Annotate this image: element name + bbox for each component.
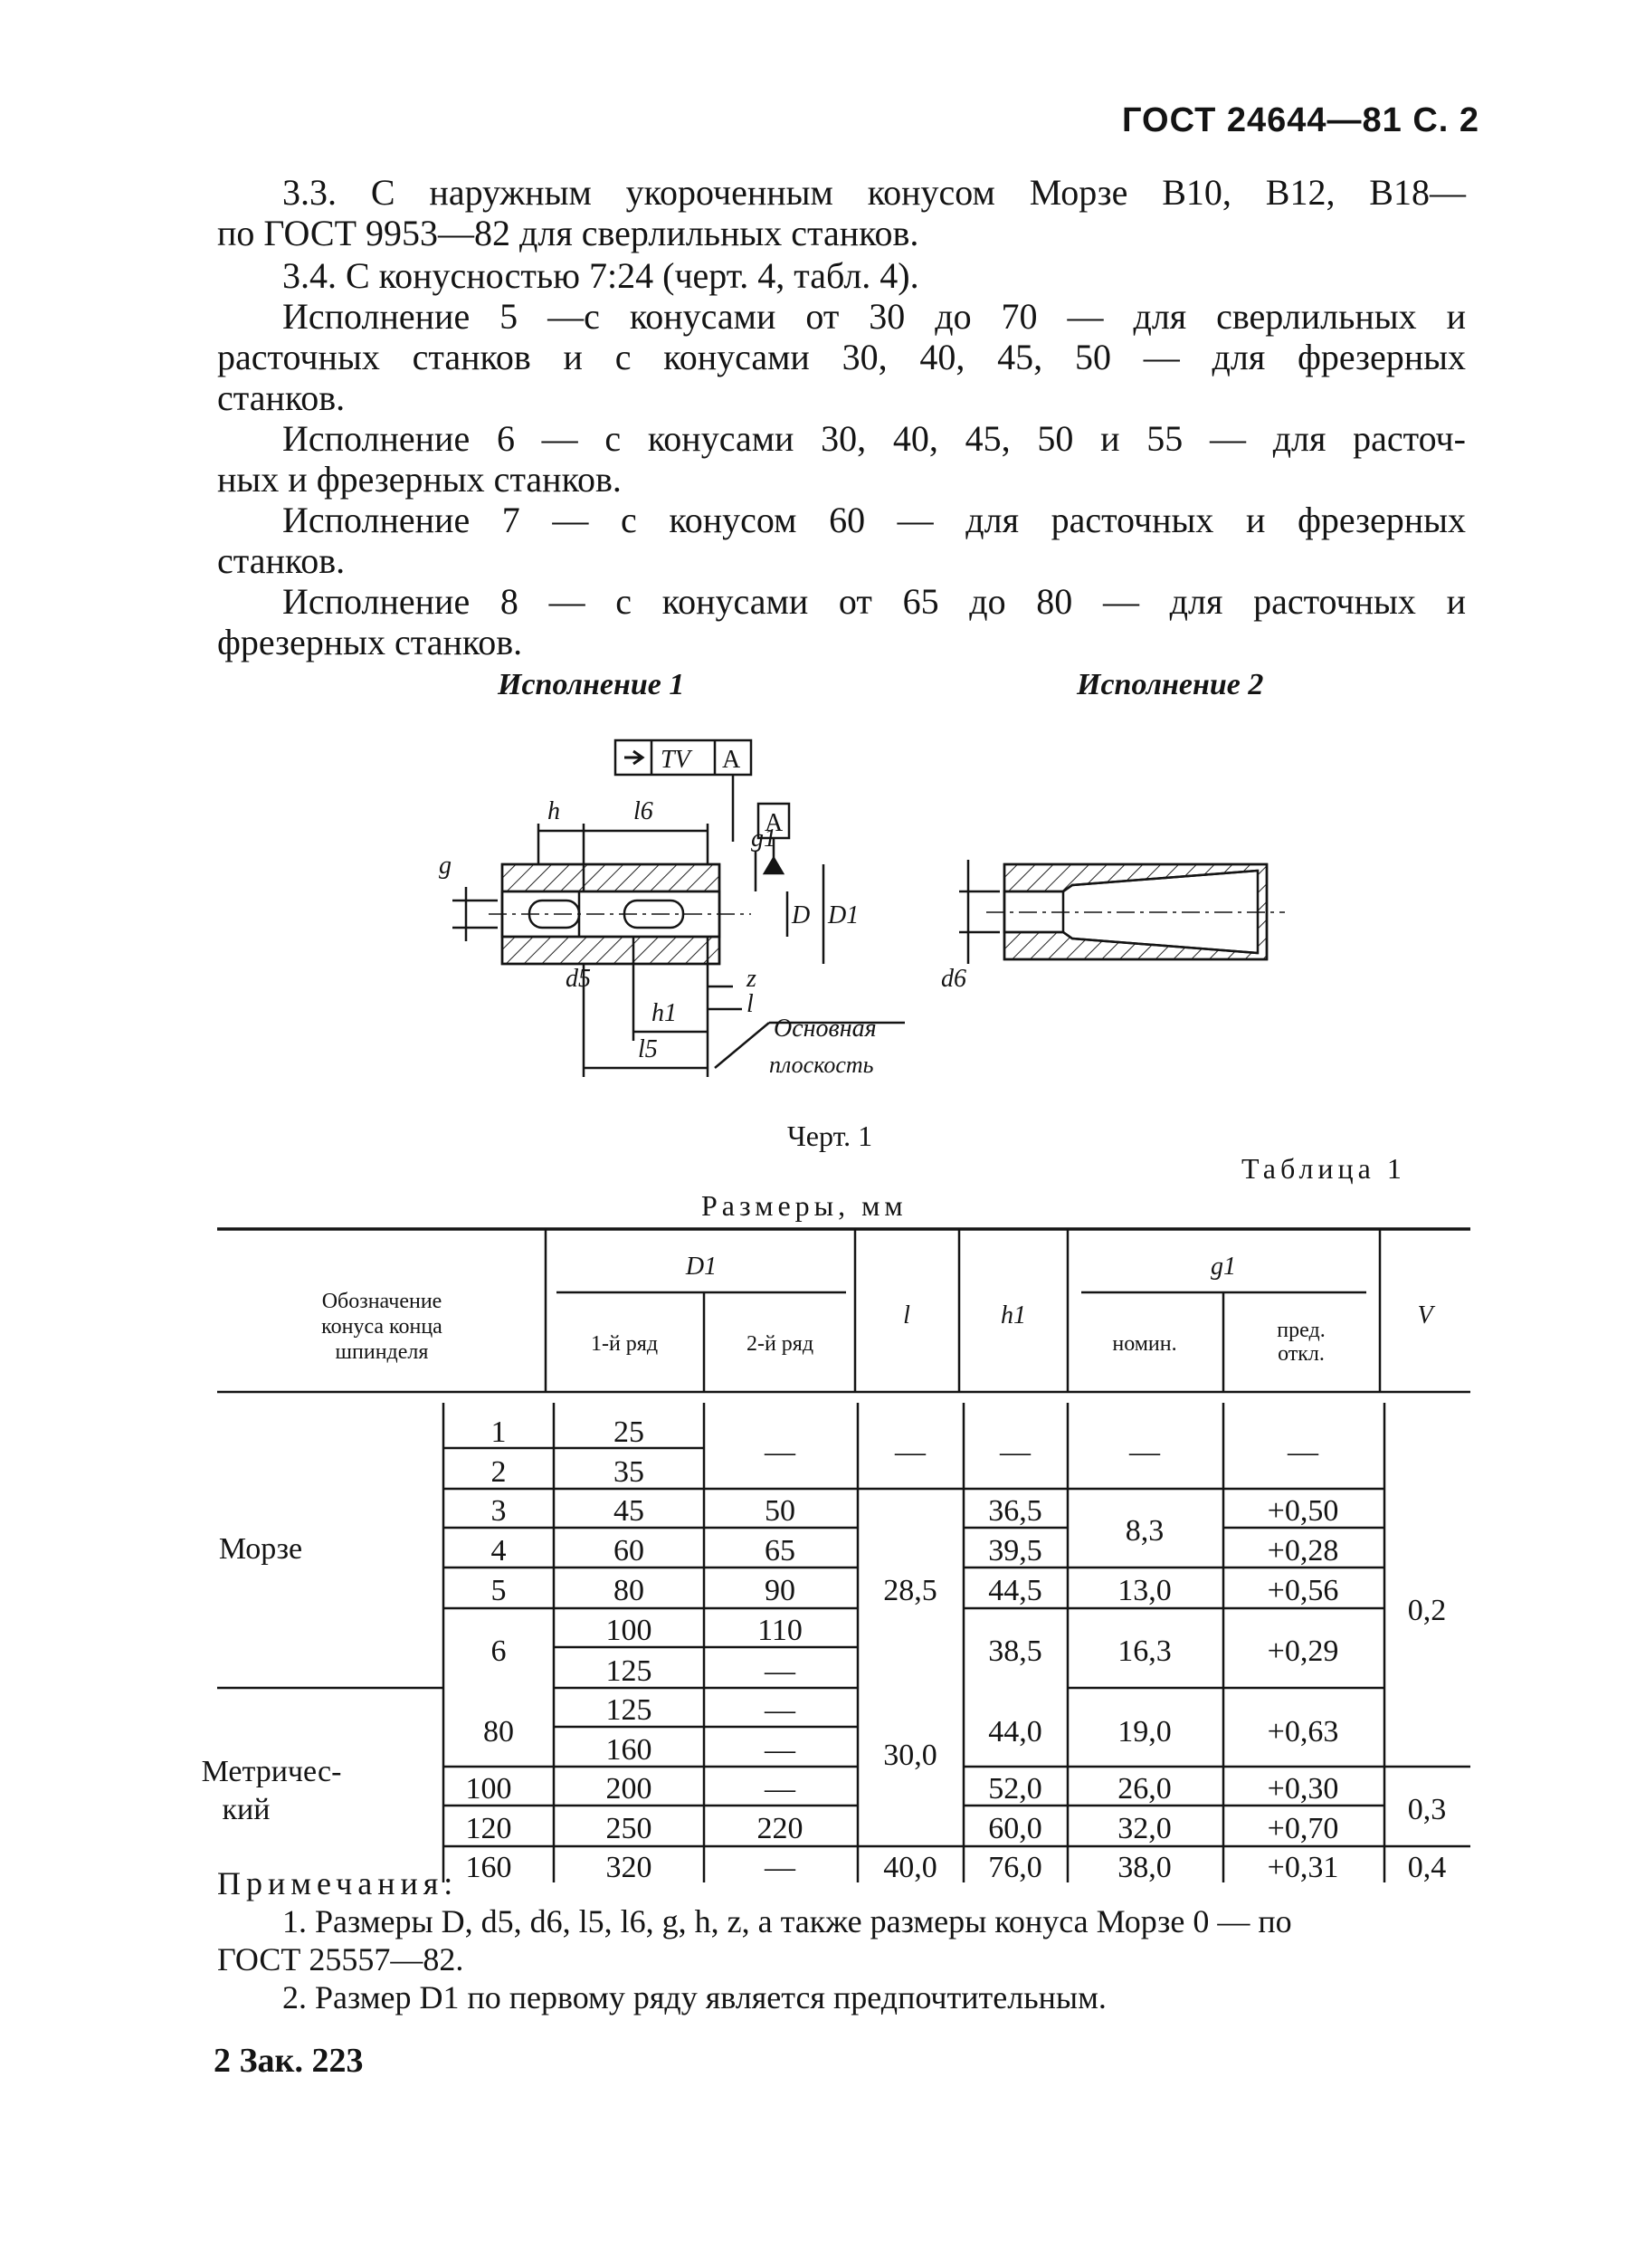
d1-row1-cell: 100 [605,1614,652,1647]
header-designation-3: шпинделя [335,1340,429,1364]
l-cell: 28,5 [883,1574,937,1607]
label-z: z [746,965,756,993]
note-2: 2. Размер D1 по первому ряду является предпочтительным. [282,1979,1107,2015]
g1-deviation-cell: +0,29 [1267,1634,1339,1668]
v-cell: 0,4 [1407,1851,1447,1882]
label-g1: g1 [751,824,776,853]
figure-caption-execution-1: Исполнение 1 [498,668,685,701]
g1-deviation-cell: +0,63 [1267,1715,1339,1749]
paragraph-line: станков. [217,540,346,581]
g1-deviation-cell: +0,28 [1267,1534,1339,1568]
label-a-datum: A [765,809,784,837]
figure-number: Черт. 1 [787,1120,873,1152]
d1-row2-cell: — [765,1733,795,1767]
d1-row1-cell: 45 [613,1494,644,1528]
label-h1: h1 [651,999,677,1027]
l-cell: 40,0 [883,1851,937,1882]
header-designation-1: Обозначение [321,1290,442,1313]
label-D: D [792,901,811,929]
h1-cell: 44,0 [988,1715,1042,1749]
d1-row2-cell: 110 [757,1614,803,1647]
table-number: Таблица 1 [1241,1152,1406,1185]
group-metric-2: кий [222,1793,271,1826]
g1-nominal-cell: 19,0 [1117,1715,1172,1749]
h1-cell: 44,5 [988,1574,1042,1607]
header-deviation-2: откл. [1278,1342,1325,1366]
paragraph-line: 3.4. С конусностью 7:24 (черт. 4, табл. 4). [282,255,919,296]
h1-cell: 52,0 [988,1772,1042,1806]
d1-row2-cell: — [765,1693,795,1727]
label-h: h [547,797,560,825]
g1-deviation-cell: +0,31 [1267,1851,1339,1882]
g1-nominal-cell: 38,0 [1117,1851,1172,1882]
paragraph-line: Исполнение 7 — с конусом 60 — для расточных и фрезерных [282,500,1466,540]
h1-cell: 39,5 [988,1534,1042,1568]
d1-row1-cell: 250 [605,1812,652,1845]
d1-row1-cell: 25 [613,1415,644,1449]
size-cell: 5 [490,1574,507,1607]
g1-nominal-cell: 16,3 [1117,1634,1172,1668]
d1-row1-cell: 320 [605,1851,652,1882]
paragraph-line: ных и фрезерных станков. [217,459,622,500]
l-cell: 30,0 [883,1739,937,1772]
label-basic-plane-1: Основная [774,1015,877,1043]
label-d6: d6 [941,965,966,993]
label-D1: D1 [828,901,860,929]
g1-deviation-cell: +0,56 [1267,1574,1339,1607]
d1-row1-cell: 125 [605,1693,652,1727]
paragraph-line: по ГОСТ 9953—82 для сверлильных станков. [217,213,919,253]
d1-row2-cell: 90 [765,1574,795,1607]
h1-cell: — [1000,1435,1031,1469]
paragraph-line: Исполнение 8 — с конусами от 65 до 80 — для расточных и [282,581,1466,622]
header-D1: D1 [685,1253,718,1281]
g1-nominal-cell: 26,0 [1117,1772,1172,1806]
group-morse: Морзе [218,1532,303,1566]
h1-cell: 76,0 [988,1851,1042,1882]
header-g1: g1 [1211,1253,1236,1281]
size-cell: 1 [490,1415,507,1449]
table-title: Размеры, мм [701,1189,908,1222]
size-cell: 3 [490,1494,507,1528]
label-tv: TV [661,746,690,774]
g1-nominal-cell: 32,0 [1117,1812,1172,1845]
d1-row2-cell: 50 [765,1494,795,1528]
paragraph-line: расточных станков и с конусами 30, 40, 45, 50 — для фрезерных [217,337,1466,377]
paragraph-line: Исполнение 5 —с конусами от 30 до 70 — для сверлильных и [282,296,1466,337]
header-V: V [1417,1301,1433,1329]
h1-cell: 60,0 [988,1812,1042,1845]
g1-deviation-cell: +0,30 [1267,1772,1339,1806]
g1-nominal-cell: 13,0 [1117,1574,1172,1607]
size-cell: 120 [465,1812,512,1845]
size-cell: 80 [483,1715,514,1749]
paragraph-line: фрезерных станков. [217,622,523,662]
note-1-line-1: 1. Размеры D, d5, d6, l5, l6, g, h, z, а также размеры конуса Морзе 0 — по [282,1903,1292,1939]
d1-row2-cell: 65 [765,1534,795,1568]
size-cell: 100 [465,1772,512,1806]
size-cell: 2 [490,1455,507,1489]
h1-cell: 36,5 [988,1494,1042,1528]
v-cell: 0,3 [1407,1793,1447,1826]
d1-row1-cell: 60 [613,1534,644,1568]
d1-row2-cell: — [765,1851,795,1882]
label-g: g [439,852,452,880]
h1-cell: 38,5 [988,1634,1042,1668]
d1-row2-cell: 220 [756,1812,803,1845]
d1-row1-cell: 125 [605,1654,652,1688]
header-deviation-1: пред. [1277,1319,1326,1342]
g1-deviation-cell: — [1288,1435,1318,1469]
label-l: l [746,990,754,1018]
l-cell: — [895,1435,926,1469]
label-basic-plane-2: плоскость [769,1052,874,1078]
g1-deviation-cell: +0,70 [1267,1812,1339,1845]
header-row-2: 2-й ряд [746,1332,814,1356]
header-l: l [903,1301,910,1329]
header-row-1: 1-й ряд [590,1332,659,1356]
label-l5: l5 [638,1035,658,1063]
paragraph-line: Исполнение 6 — с конусами 30, 40, 45, 50 и 55 — для расточ- [282,418,1466,459]
figure-caption-execution-2: Исполнение 2 [1077,668,1264,701]
label-a: A [722,746,741,774]
label-l6: l6 [633,797,653,825]
page-header: ГОСТ 24644—81 С. 2 [1122,101,1480,139]
label-d5: d5 [566,965,591,993]
notes [217,1864,1466,2016]
size-cell: 6 [490,1634,507,1668]
g1-nominal-cell: 8,3 [1125,1514,1165,1548]
note-1-line-2: ГОСТ 25557—82. [217,1941,464,1977]
paragraph-line: 3.3. С наружным укороченным конусом Морзе B10, B12, B18— [282,172,1466,213]
size-cell: 4 [490,1534,507,1568]
group-metric-1: Метричес- [201,1755,342,1788]
d1-row2-cell: — [765,1772,795,1806]
g1-nominal-cell: — [1129,1435,1160,1469]
d1-row1-cell: 80 [613,1574,644,1607]
d1-row1-cell: 35 [613,1455,644,1489]
g1-deviation-cell: +0,50 [1267,1494,1339,1528]
paragraph-line: станков. [217,377,346,418]
d1-row1-cell: 160 [605,1733,652,1767]
header-h1: h1 [1001,1301,1026,1329]
header-nominal: номин. [1112,1332,1177,1356]
d1-row1-cell: 200 [605,1772,652,1806]
header-designation-2: конуса конца [321,1315,442,1339]
v-cell: 0,2 [1407,1594,1447,1627]
notes-title: Примечания: [217,1865,459,1901]
size-cell: 160 [465,1851,512,1882]
d1-row2-cell: — [765,1435,795,1469]
page-footer: 2 Зак. 223 [214,2042,364,2080]
d1-row2-cell: — [765,1654,795,1688]
